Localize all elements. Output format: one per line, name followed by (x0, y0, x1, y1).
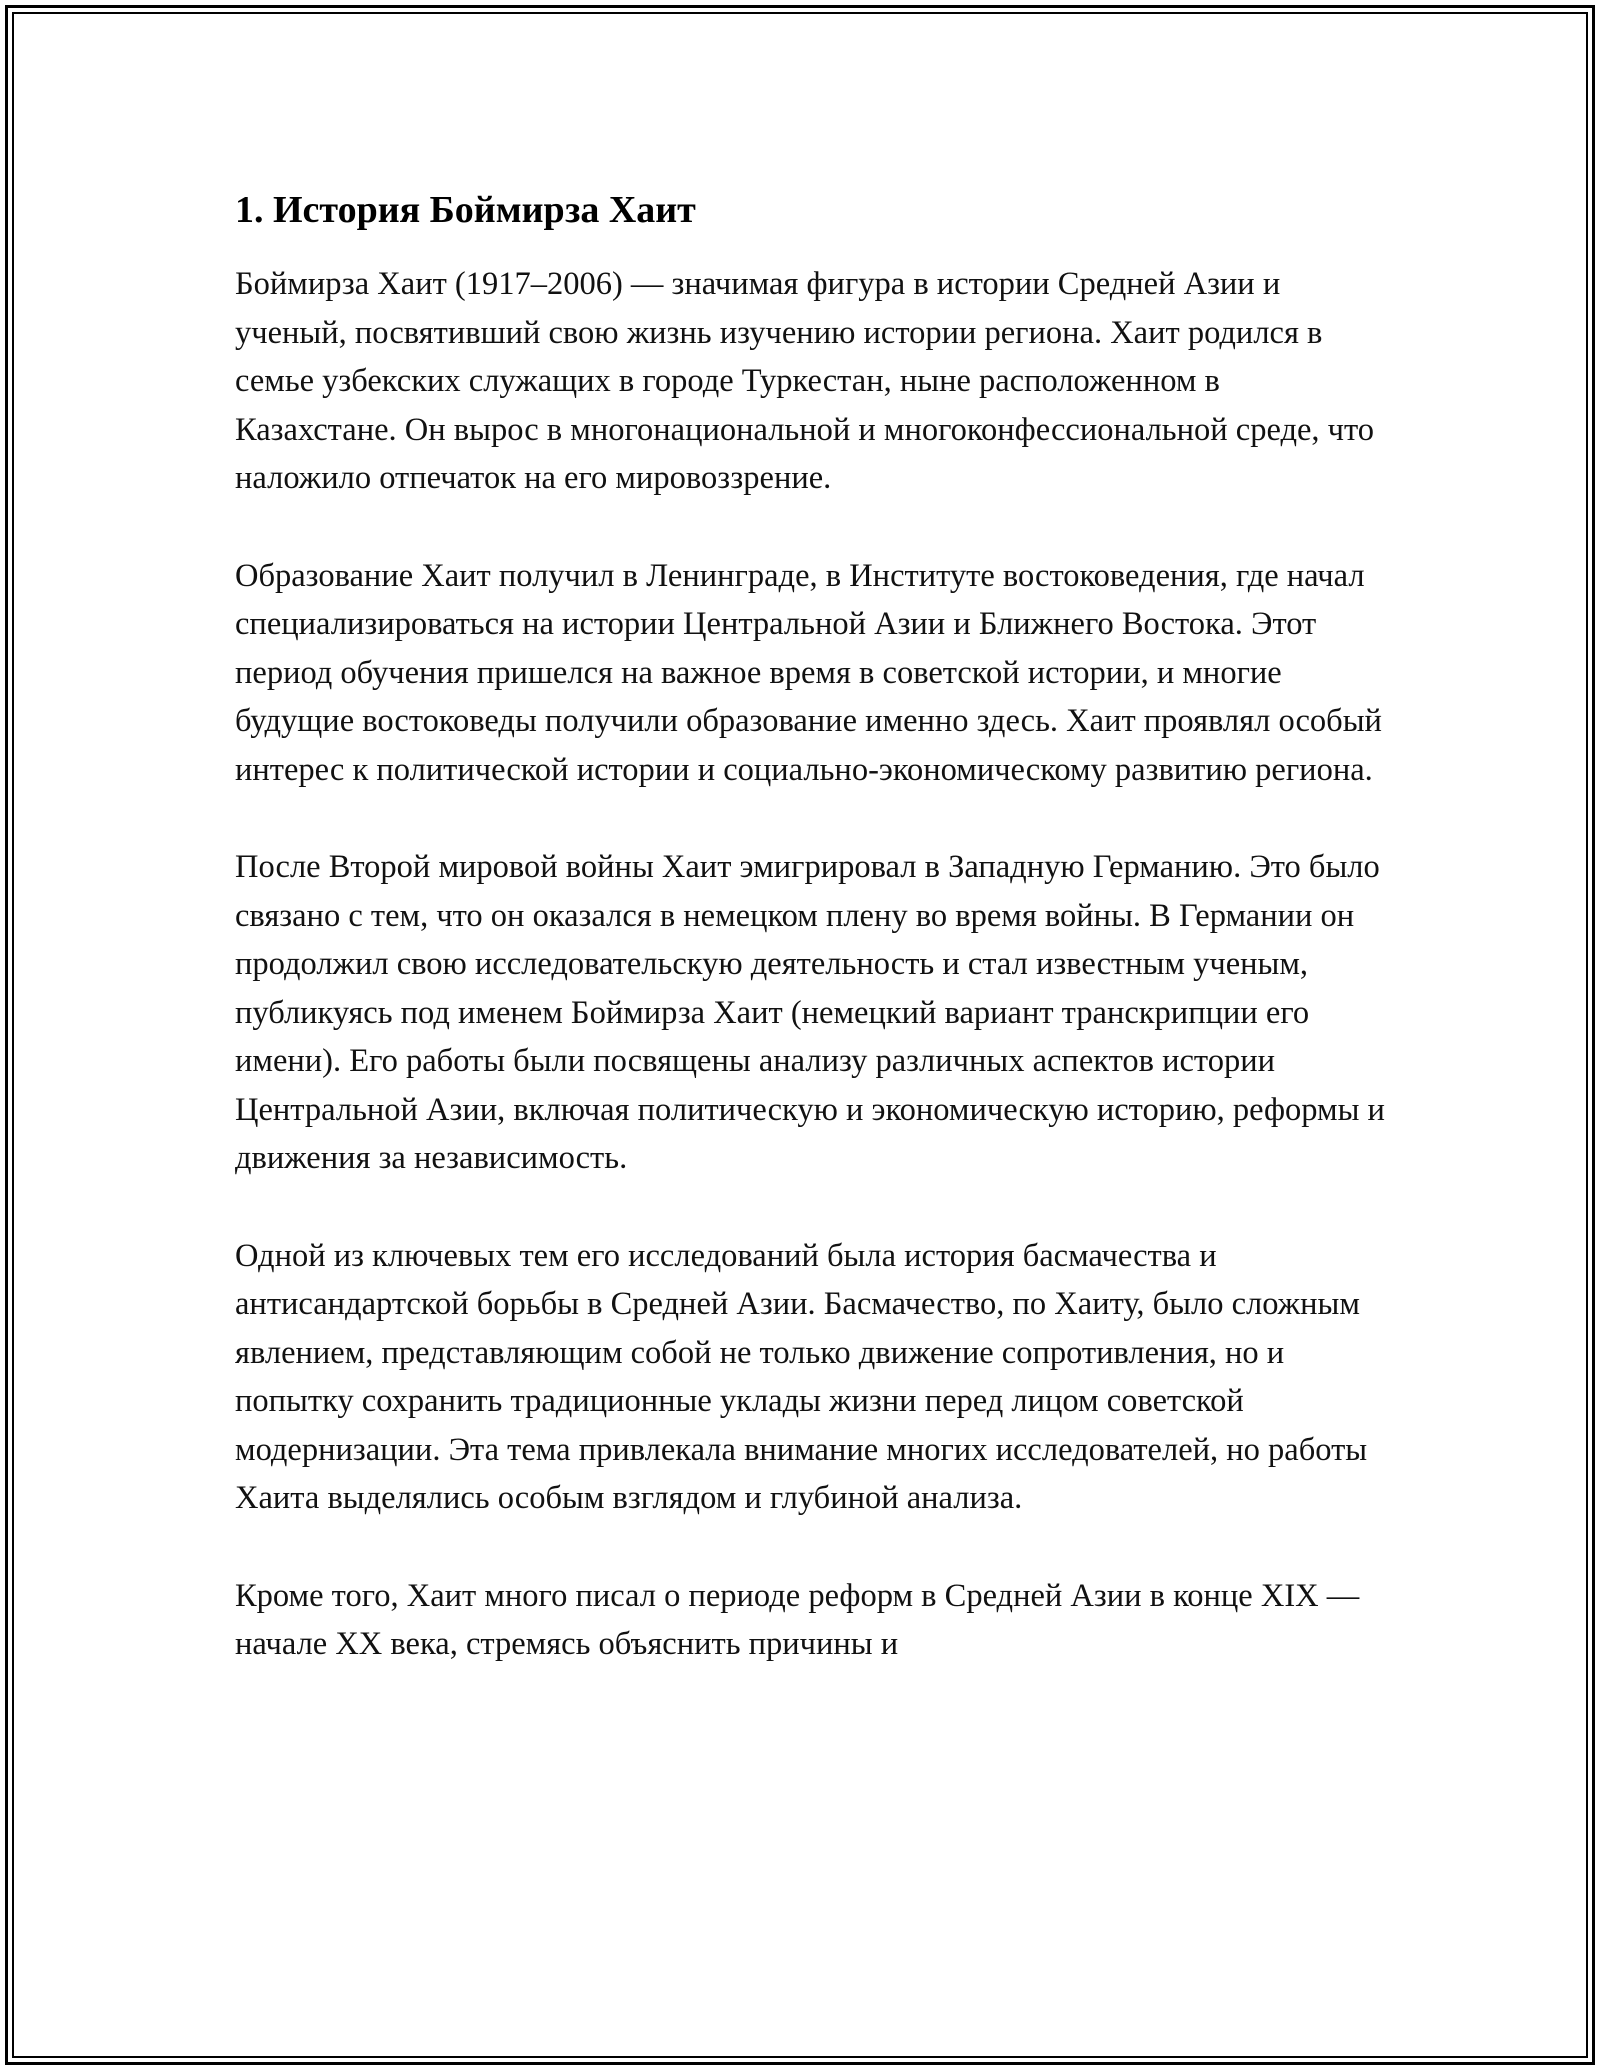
paragraph-2: Образование Хаит получил в Ленинграде, в Институте востоковедения, где начал специализироваться на истории Центральной Азии и Ближнего Востока. Этот период обучения пришелся на важное время в советской истории, и многие будущие востоковеды получили образование именно здесь. Хаит проявлял особый интерес к политической истории и социально-экономическому развитию региона. (235, 557, 1382, 788)
paragraph-3: После Второй мировой войны Хаит эмигрировал в Западную Германию. Это было связано с тем, что он оказался в немецком плену во время войны. В Германии он продолжил свою исследовательскую деятельность и стал известным ученым, публикуясь под именем Боймирза Хаит (немецкий вариант транскрипции его имени). Его работы были посвящены анализу различных аспектов истории Центральной Азии, включая политическую и экономическую историю, реформы и движения за независимость. (235, 849, 1385, 1176)
paragraph-5: Кроме того, Хаит много писал о периоде реформ в Средней Азии в конце XIX — начале XX века, стремясь объяснить причины и (235, 1577, 1360, 1662)
document-body (235, 186, 1385, 1718)
paragraph-1: Боймирза Хаит (1917–2006) — значимая фигура в истории Средней Азии и ученый, посвятивший свою жизнь изучению истории региона. Хаит родился в семье узбекских служащих в городе Туркестан, ныне расположенном в Казахстане. Он вырос в многонациональной и многоконфессиональной среде, что наложило отпечаток на его мировоззрение. (235, 266, 1375, 496)
paragraph-4: Одной из ключевых тем его исследований была история басмачества и антисандартской борьбы в Средней Азии. Басмачество, по Хаиту, было сложным явлением, представляющим собой не только движение сопротивления, но и попытку сохранить традиционные уклады жизни перед лицом советской модернизации. Эта тема привлекала внимание многих исследователей, но работы Хаита выделялись особым взглядом и глубиной анализа. (235, 1237, 1368, 1516)
section-heading: 1. История Боймирза Хаит (235, 189, 696, 231)
